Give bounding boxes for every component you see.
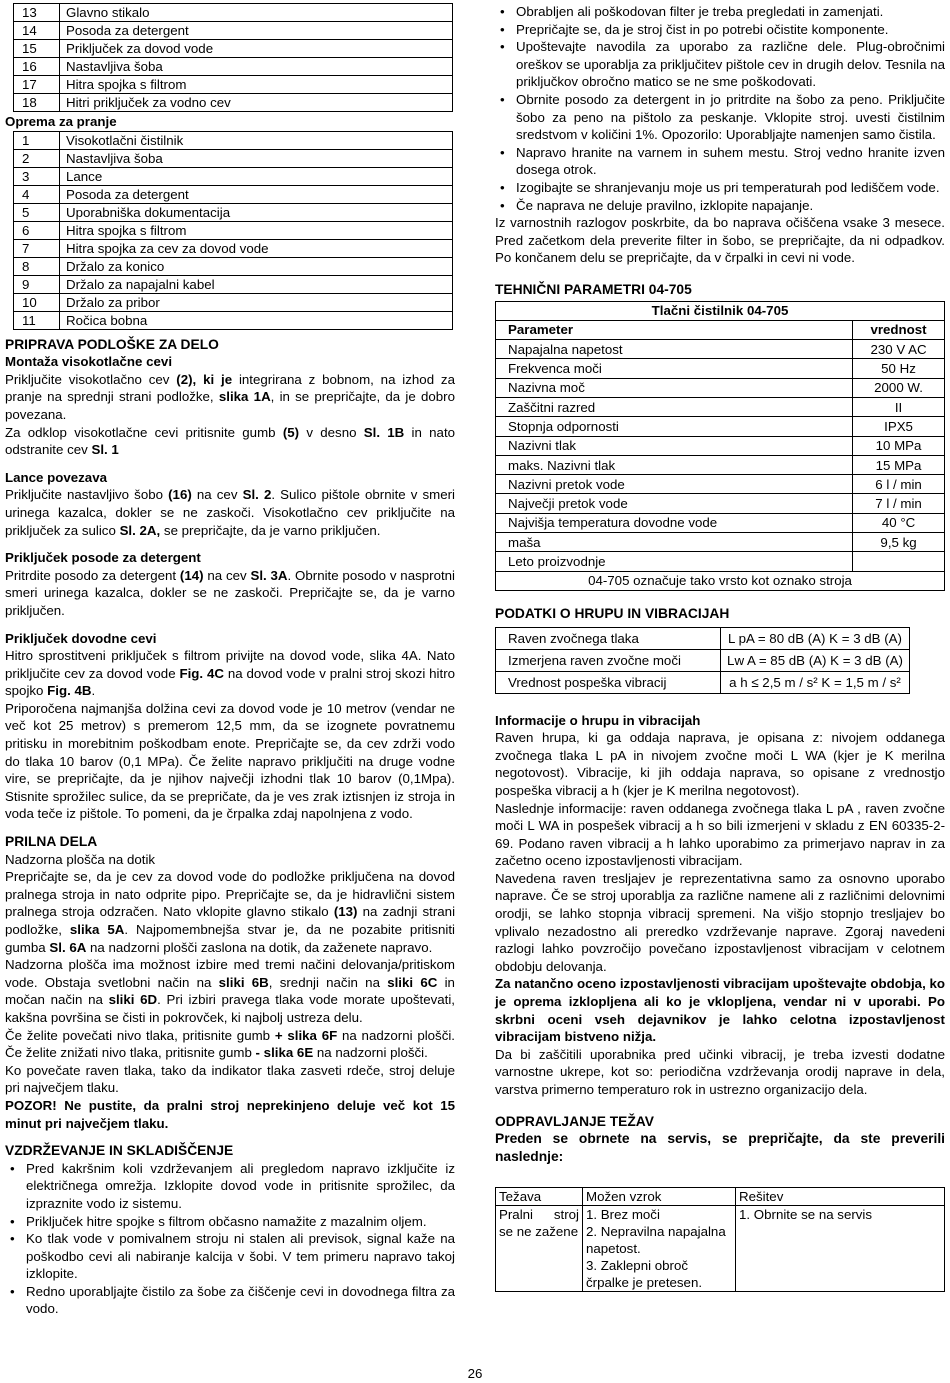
item-number: 4 <box>14 185 60 203</box>
parts-row <box>14 4 453 22</box>
tech-footer-row <box>496 571 945 590</box>
tech-value <box>853 552 945 571</box>
item-name: Posoda za detergent <box>60 185 453 203</box>
tech-param: Napajalna napetost <box>496 340 853 359</box>
tech-row <box>496 340 945 359</box>
trouble-causes <box>583 1206 736 1292</box>
trouble-cause: 2. Nepravilna napajalna napetost. <box>586 1224 726 1257</box>
tech-value: II <box>853 397 945 416</box>
maint-title: VZDRŽEVANJE IN SKLADIŠČENJE <box>5 1143 234 1159</box>
noise-value: a h ≤ 2,5 m / s² K = 1,5 m / s² <box>721 671 910 693</box>
trouble-table <box>495 1187 945 1292</box>
item-name: Nastavljiva šoba <box>60 149 453 167</box>
tech-value: 9,5 kg <box>853 533 945 552</box>
tech-row <box>496 513 945 532</box>
right-bullet: • Napravo hranite na varnem in suhem mestu. Stroj vedno hranite izven dosega otrok. <box>495 144 945 179</box>
tech-param: Najvišja temperatura dovodne vode <box>496 513 853 532</box>
tech-row <box>496 552 945 571</box>
tech-value: 2000 W. <box>853 378 945 397</box>
right-column <box>495 0 945 1292</box>
trouble-cause: 3. Zaklepni obroč črpalke je pretesen. <box>586 1258 703 1291</box>
prep-sub1: Montaža visokotlačne cevi <box>5 354 173 370</box>
tech-row <box>496 378 945 397</box>
item-name: Posoda za detergent <box>60 22 453 40</box>
item-number: 18 <box>14 94 60 112</box>
item-number: 14 <box>14 22 60 40</box>
page-number: 26 <box>467 1366 483 1381</box>
tech-row <box>496 397 945 416</box>
tech-head-param: Parameter <box>496 320 853 339</box>
noise-info-title: Informacije o hrupu in vibracijah <box>495 712 701 728</box>
work-title: PRILNA DELA <box>5 834 98 850</box>
tech-param: Nazivni tlak <box>496 436 853 455</box>
item-name: Glavno stikalo <box>60 4 453 22</box>
maint-item: • Ko tlak vode v pomivalnem stroju ni stalen ali previsok, signal kaže na poškodbo cevi ali nabiranje kalcija v šobi. V tem primeru napravo takoj izklopite. <box>5 1230 455 1283</box>
prep-sub2: Lance povezava <box>5 469 107 485</box>
tech-param: Frekvenca moči <box>496 359 853 378</box>
work-p3: Če želite povečati nivo tlaka, pritisnite gumb + slika 6F na nadzorni plošči. Če želite znižati nivo tlaka, pritisnite gumb - slika 6E na nadzorni plošči. <box>5 1027 456 1061</box>
item-name: Držalo za konico <box>60 257 453 275</box>
tech-value: 15 MPa <box>853 455 945 474</box>
tech-param: Zaščitni razred <box>496 397 853 416</box>
item-number: 9 <box>14 275 60 293</box>
noise-row <box>496 671 910 693</box>
tech-value: IPX5 <box>853 417 945 436</box>
item-number: 3 <box>14 167 60 185</box>
right-bullet-list <box>495 3 945 214</box>
tech-row <box>496 455 945 474</box>
item-name: Uporabniška dokumentacija <box>60 203 453 221</box>
tech-head-value: vrednost <box>853 320 945 339</box>
tech-value: 10 MPa <box>853 436 945 455</box>
equipment-row <box>14 275 453 293</box>
right-bullet: • Izogibajte se shranjevanju moje us pri temperaturah pod lediščem vode. <box>495 179 945 197</box>
trouble-problem: Pralni stroj se ne zažene <box>496 1206 583 1292</box>
noise-row <box>496 627 910 649</box>
item-number: 16 <box>14 58 60 76</box>
noise-p2: Naslednje informacije: raven oddanega zvočnega tlaka L pA , raven zvočne moči L WA in pospešek vibracij a h so bili izmerjeni v skladu z EN 60335-2-69. Podano raven vibracij a h lahko uporabimo za primerjavo naprav in za začetno oceno izpostavljenosti vibracijam. <box>495 800 945 869</box>
trouble-head-cause: Možen vzrok <box>583 1188 736 1206</box>
item-name: Hitra spojka s filtrom <box>60 76 453 94</box>
noise-param: Izmerjena raven zvočne moči <box>496 649 721 671</box>
work-sub: Nadzorna plošča na dotik <box>5 851 156 867</box>
noise-title: PODATKI O HRUPU IN VIBRACIJAH <box>495 605 730 621</box>
noise-value: Lw A = 85 dB (A) K = 3 dB (A) <box>721 649 910 671</box>
item-number: 6 <box>14 221 60 239</box>
tech-row <box>496 475 945 494</box>
equipment-row <box>14 311 453 329</box>
tech-param: Nazivni pretok vode <box>496 475 853 494</box>
equipment-row <box>14 239 453 257</box>
tech-param: Nazivna moč <box>496 378 853 397</box>
prep-p6: Priporočena najmanjša dolžina cevi za dovod vode je 10 metrov (vendar ne več kot 25 metrov) s premerom 12,5 mm, da se izognete povratnemu pritisku in morebitnim poškodbam enote. Prepričajte se, da cev zdrži vodo do tlaka 10 barov (0,1 MPa). Če želite napravo priključiti na druge vodne vire, se prepričajte, da je njihov največji izhodni tlak 10 barov (0,1Mpa). Stisnite sprožilec sulice, da se prepričate, da je ves zrak iztisnjen iz stroja in voda teče iz pištole. To pomeni, da je črpalka zdaj napolnjena z vodo. <box>5 700 455 822</box>
tech-row <box>496 494 945 513</box>
parts-row <box>14 76 453 94</box>
equipment-row <box>14 221 453 239</box>
tech-row <box>496 359 945 378</box>
trouble-intro: Preden se obrnete na servis, se prepričajte, da ste preverili naslednje: <box>495 1131 945 1164</box>
item-name: Lance <box>60 167 453 185</box>
item-number: 15 <box>14 40 60 58</box>
parts-row <box>14 94 453 112</box>
item-number: 13 <box>14 4 60 22</box>
item-name: Držalo za pribor <box>60 293 453 311</box>
noise-p4: Za natančno oceno izpostavljenosti vibracijam upoštevajte obdobja, ko je oprema izklopljena ali ko je vklopljena, vendar ni v uporabi. Po skrbni oceni vseh dejavnikov je lahko celotna izpostavljenost vibracijam bistveno nižja. <box>495 976 945 1045</box>
item-name: Držalo za napajalni kabel <box>60 275 453 293</box>
item-number: 2 <box>14 149 60 167</box>
item-name: Hitra spojka s filtrom <box>60 221 453 239</box>
tech-value: 50 Hz <box>853 359 945 378</box>
work-p4: Ko povečate raven tlaka, tako da indikator tlaka zasveti rdeče, stroj deluje pri največjem tlaku. <box>5 1062 455 1096</box>
prep-p1: Priključite visokotlačno cev (2), ki je integrirana z bobnom, na izhod za pranje na sprednji strani podložke, slika 1A, in se prepričajte, da je dobro povezana. <box>5 371 455 422</box>
equipment-row <box>14 203 453 221</box>
item-name: Hitri priključek za vodno cev <box>60 94 453 112</box>
tech-param: Največji pretok vode <box>496 494 853 513</box>
item-name: Priključek za dovod vode <box>60 40 453 58</box>
item-number: 17 <box>14 76 60 94</box>
trouble-head-problem: Težava <box>496 1188 583 1206</box>
equipment-table <box>13 131 453 330</box>
parts-row <box>14 58 453 76</box>
prep-title: PRIPRAVA PODLOŠKE ZA DELO <box>5 336 219 352</box>
maint-item: • Pred kakršnim koli vzdrževanjem ali pregledom napravo izključite iz električnega omrežja. Izklopite dovod vode in pritisnite sprožilec, da izpraznite vodo iz sistemu. <box>5 1160 455 1213</box>
right-para: Iz varnostnih razlogov poskrbite, da bo naprava očiščena vsake 3 mesece. Pred začetkom dela preverite filter in šobo, se prepričajte, da ni odpadkov. Po končanem delu se prepričajte, da v črpalki in cevi ni vode. <box>495 215 945 266</box>
tech-title: TEHNIČNI PARAMETRI 04-705 <box>495 281 692 297</box>
maint-item: • Priključek hitre spojke s filtrom občasno namažite z mazalnim oljem. <box>5 1213 455 1231</box>
item-name: Hitra spojka za cev za dovod vode <box>60 239 453 257</box>
equipment-row <box>14 257 453 275</box>
equipment-row <box>14 149 453 167</box>
item-name: Ročica bobna <box>60 311 453 329</box>
prep-p2: Za odklop visokotlačne cevi pritisnite gumb (5) v desno Sl. 1B in nato odstranite cev Sl. 1 <box>5 424 456 458</box>
noise-param: Vrednost pospeška vibracij <box>496 671 721 693</box>
equipment-row <box>14 167 453 185</box>
prep-p4: Pritrdite posodo za detergent (14) na cev Sl. 3A. Obrnite posodo v nasprotni smeri urinega kazalca, dokler se ne zaskoči. Prepričajte se, da je varno priključen. <box>5 567 456 618</box>
tech-param: Stopnja odpornosti <box>496 417 853 436</box>
work-p1: Prepričajte se, da je cev za dovod vode do podložke priključena na dovod pralnega stroja in nato odprite pipo. Prepričajte se, da je hidravlični sistem pralnega stroja odzračen. Nato vklopite glavno stikalo (13) na zadnji strani podložke, slika 5A. Najpomembnejša stvar je, da ne pozabite pritisniti gumba Sl. 6A na nadzorni plošči zaslona na dotik, da zaženete napravo. <box>5 869 456 955</box>
tech-footer: 04-705 označuje tako vrsto kot oznako stroja <box>496 571 945 590</box>
parts-table <box>13 3 453 112</box>
right-bullet: • Če naprava ne deluje pravilno, izklopite napajanje. <box>495 197 945 215</box>
noise-p3: Navedena raven tresljajev je reprezentativna samo za osnovno uporabo naprave. Če se stroj uporablja za različne namene ali z različnimi delovnimi orodji, se lahko stopnja vibracij spremeni. Na višjo stopnjo tresljajev bo vplivalo nezadostno ali preredko vzdrževanje naprave. Zgoraj navedeni razlogi lahko povzročijo povečano izpostavljenost vibracijam v celotnem obdobju delovanja. <box>495 870 945 974</box>
tech-value: 40 °C <box>853 513 945 532</box>
maint-list <box>5 1160 455 1318</box>
tech-row <box>496 436 945 455</box>
work-p2: Nadzorna plošča ima možnost izbire med tremi načini delovanja/pritiskom vode. Obstaja svetlobni način na sliki 6B, srednji način na sliki 6C in močan način na sliki 6D. Pri izbiri pravega tlaka vode morate upoštevati, kakšna površina se čisti in pokrovček, ki najbolj ustreza delu. <box>5 957 455 1025</box>
right-bullet: • Obrnite posodo za detergent in jo pritrdite na šobo za peno. Priključite šobo za peno na pištolo za peskanje. Vklopite stroj. uvesti čistilnim sredstvom v količini 1%. Opozorilo: Uporabljajte namenjen samo čistila. <box>495 91 945 144</box>
item-number: 8 <box>14 257 60 275</box>
equipment-row <box>14 293 453 311</box>
right-bullet: • Prepričajte se, da je stroj čist in po potrebi očistite komponente. <box>495 21 945 39</box>
maint-item: • Redno uporabljajte čistilo za šobe za čiščenje cevi in dovodnega filtra za vodo. <box>5 1283 455 1318</box>
equipment-title: Oprema za pranje <box>5 114 117 129</box>
right-bullet: • Obrabljen ali poškodovan filter je treba pregledati in zamenjati. <box>495 3 945 21</box>
work-warning: POZOR! Ne pustite, da pralni stroj neprekinjeno deluje več kot 15 minut pri največjem tlaku. <box>5 1097 455 1131</box>
trouble-solution: 1. Obrnite se na servis <box>736 1206 945 1292</box>
item-number: 10 <box>14 293 60 311</box>
tech-param: Leto proizvodnje <box>496 552 853 571</box>
tech-caption: Tlačni čistilnik 04-705 <box>496 301 945 320</box>
noise-row <box>496 649 910 671</box>
item-name: Nastavljiva šoba <box>60 58 453 76</box>
item-number: 11 <box>14 311 60 329</box>
noise-value: L pA = 80 dB (A) K = 3 dB (A) <box>721 627 910 649</box>
item-name: Visokotlačni čistilnik <box>60 131 453 149</box>
tech-value: 230 V AC <box>853 340 945 359</box>
trouble-head-solution: Rešitev <box>736 1188 945 1206</box>
noise-p1: Raven hrupa, ki ga oddaja naprava, je opisana z: nivojem oddanega zvočnega tlaka L pA in nivojem zvočne moči L WA (kjer je K merilna negotovost). Vibracije, ki jih oddaja naprava, so opisane z vrednostjo pospeška vibracij a h (kjer je K merilna negotovost). <box>495 730 945 798</box>
parts-row <box>14 22 453 40</box>
trouble-title: ODPRAVLJANJE TEŽAV <box>495 1113 654 1129</box>
tech-param: maks. Nazivni tlak <box>496 455 853 474</box>
equipment-row <box>14 185 453 203</box>
prep-p3: Priključite nastavljivo šobo (16) na cev Sl. 2. Sulico pištole obrnite v smeri urinega kazalca, dokler se ne zaskoči. Visokotlačno cev priključite na priključek za sulico Sl. 2A, se prepričajte, da je varno priključen. <box>5 487 456 538</box>
item-number: 5 <box>14 203 60 221</box>
noise-param: Raven zvočnega tlaka <box>496 627 721 649</box>
noise-table <box>495 627 910 694</box>
parts-row <box>14 40 453 58</box>
trouble-cause: 1. Brez moči <box>586 1207 660 1223</box>
tech-table <box>495 301 945 591</box>
item-number: 1 <box>14 131 60 149</box>
left-column <box>5 0 455 1318</box>
right-bullet: • Upoštevajte navodila za uporabo za različne dele. Plug-obročnimi oreškov se uporablja za priključitev pištole cev in drugih delov. Tesnila na priključkov obročno matico se ne sme poškodovati. <box>495 38 945 91</box>
tech-row <box>496 417 945 436</box>
equipment-row <box>14 131 453 149</box>
tech-row <box>496 533 945 552</box>
prep-sub3: Priključek posode za detergent <box>5 550 201 566</box>
prep-sub4: Priključek dovodne cevi <box>5 630 157 646</box>
tech-param: maša <box>496 533 853 552</box>
tech-value: 6 l / min <box>853 475 945 494</box>
tech-value: 7 l / min <box>853 494 945 513</box>
noise-p5: Da bi zaščitili uporabnika pred učinki vibracij, je treba izvesti dodatne varnostne ukrepe, kot so: periodična vzdrževanja orodij naprave in dela, varstva primerno temperaturo rok in ustrezno organizacijo dela. <box>495 1046 945 1098</box>
item-number: 7 <box>14 239 60 257</box>
prep-p5: Hitro sprostitveni priključek s filtrom privijte na dovod vode, slika 4A. Nato priključite cev za dovod vode Fig. 4C na dovod vode v pralni stroj skozi hitro spojko Fig. 4B. <box>5 648 456 699</box>
